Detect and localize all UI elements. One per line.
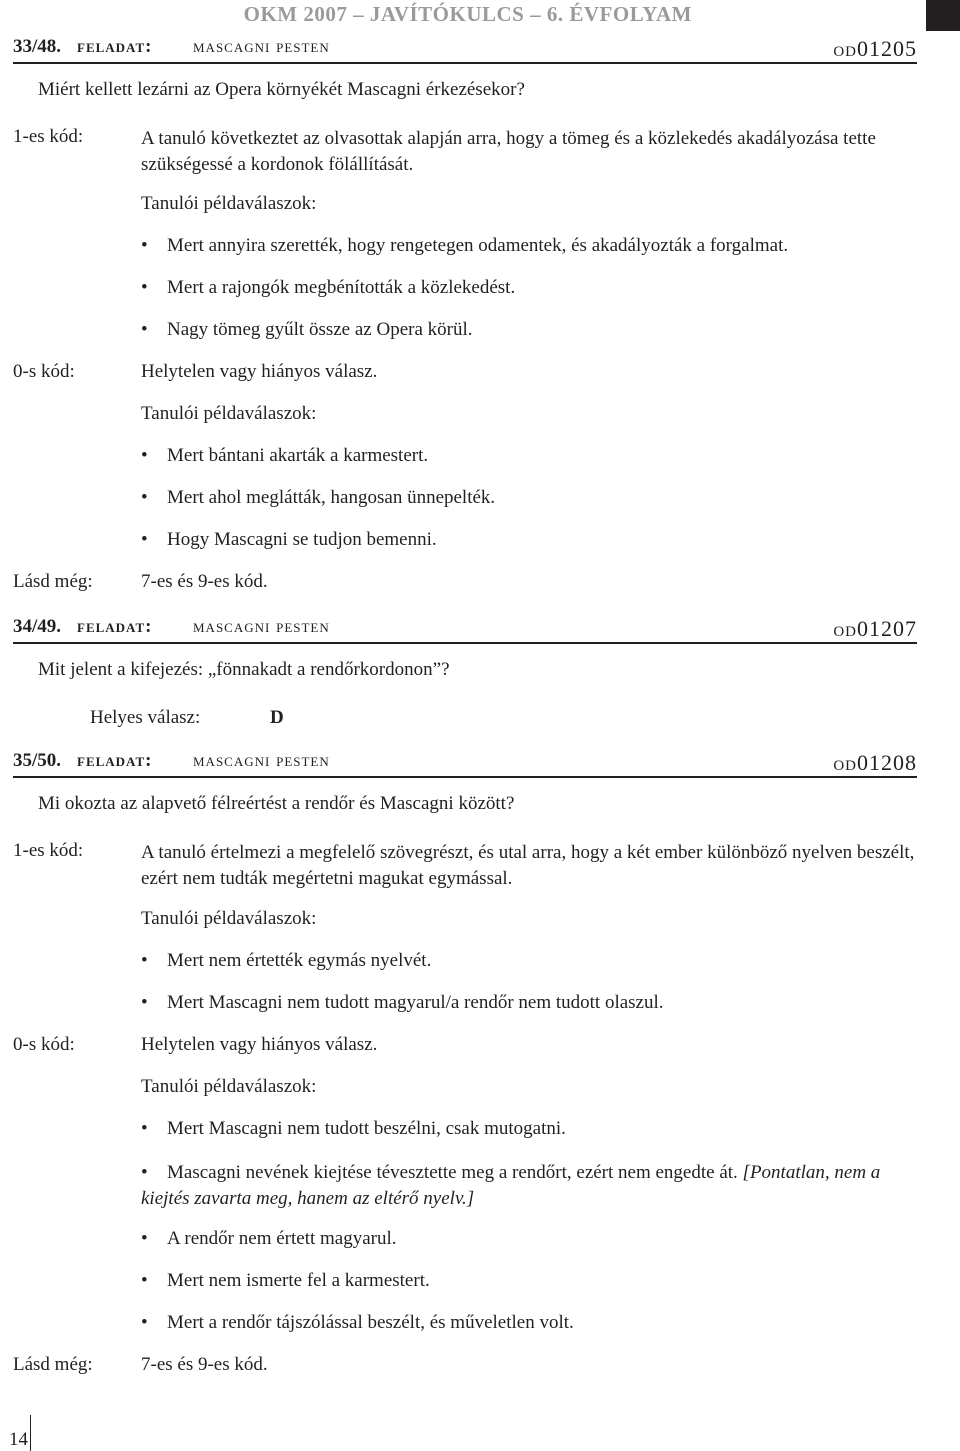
code-1-description: A tanuló következtet az olvasottak alapján arra, hogy a tömeg és a közlekedés akadályozása tette szükségessé a kordonok fölállítását. [141, 128, 876, 175]
task-header [13, 750, 917, 778]
task-code: od01205 [833, 36, 917, 61]
answer-value: D [270, 707, 284, 728]
code-1-label: 1-es kód: [13, 840, 84, 861]
list-item: • Mert Mascagni nem tudott magyarul/a rendőr nem tudott olaszul. [141, 992, 664, 1013]
task-number: 33/48. [13, 36, 62, 57]
task-topic: mascagni pesten [193, 616, 330, 637]
task-label: feladat: [77, 750, 153, 771]
answer-label: Helyes válasz: [90, 707, 201, 728]
examples-heading: Tanulói példaválaszok: [141, 908, 317, 929]
header-tab-marker [926, 0, 960, 31]
list-item: • Mert nem ismerte fel a karmestert. [141, 1270, 430, 1291]
list-item: • A rendőr nem értett magyarul. [141, 1228, 397, 1249]
code-0-label: 0-s kód: [13, 361, 75, 382]
see-also-text: 7-es és 9-es kód. [141, 1354, 268, 1375]
examples-note: [Pontatlan, nem a kiejtés zavarta meg, hanem az eltérő nyelv.] [141, 1162, 881, 1209]
task-topic: mascagni pesten [193, 36, 330, 57]
task-number: 35/50. [13, 750, 62, 771]
code-0-label: 0-s kód: [13, 1034, 75, 1055]
task-topic: mascagni pesten [193, 750, 330, 771]
task-header [13, 616, 917, 644]
task-code: od01208 [833, 750, 917, 775]
see-also-label: Lásd még: [13, 571, 93, 592]
task-question: Mi okozta az alapvető félreértést a rendőr és Mascagni között? [38, 793, 515, 814]
list-item: • Mert annyira szerették, hogy rengetegen odamentek, és akadályozták a forgalmat. [141, 235, 789, 256]
list-item: • Mert a rajongók megbénították a közlekedést. [141, 277, 516, 298]
list-item: • Mert a rendőr tájszólással beszélt, és műveletlen volt. [141, 1312, 574, 1333]
list-item: • Mert Mascagni nem tudott beszélni, csak mutogatni. [141, 1118, 566, 1139]
task-question: Miért kellett lezárni az Opera környékét Mascagni érkezésekor? [38, 79, 525, 100]
running-header: OKM 2007 – JAVÍTÓKULCS – 6. ÉVFOLYAM [243, 2, 692, 26]
list-item: • Mert ahol meglátták, hangosan ünnepelték. [141, 487, 496, 508]
examples-heading: Tanulói példaválaszok: [141, 193, 317, 214]
task-number: 34/49. [13, 616, 62, 637]
code-0-description: Helytelen vagy hiányos válasz. [141, 1034, 378, 1055]
task-label: feladat: [77, 616, 153, 637]
page-number: 14 [9, 1429, 28, 1450]
task-code: od01207 [833, 616, 917, 641]
see-also-text: 7-es és 9-es kód. [141, 571, 268, 592]
list-item: • Hogy Mascagni se tudjon bemenni. [141, 529, 437, 550]
task-header [13, 36, 917, 64]
list-item: • Mascagni nevének kiejtése tévesztette meg a rendőrt, ezért nem engedte át. [Pontatlan, nem a kiejtés zavarta meg, hanem az eltérő nyelv.] [141, 1162, 881, 1209]
examples-heading: Tanulói példaválaszok: [141, 1076, 317, 1097]
page-number-rule [30, 1415, 31, 1451]
examples-heading: Tanulói példaválaszok: [141, 403, 317, 424]
see-also-label: Lásd még: [13, 1354, 93, 1375]
code-0-description: Helytelen vagy hiányos válasz. [141, 361, 378, 382]
code-1-label: 1-es kód: [13, 126, 84, 147]
list-item: • Mert nem értették egymás nyelvét. [141, 950, 432, 971]
task-label: feladat: [77, 36, 153, 57]
list-item: • Nagy tömeg gyűlt össze az Opera körül. [141, 319, 473, 340]
task-question: Mit jelent a kifejezés: „fönnakadt a rendőrkordonon”? [38, 659, 450, 680]
code-1-description: A tanuló értelmezi a megfelelő szövegrészt, és utal arra, hogy a két ember különböző nyelven beszélt, ezért nem tudták megértetni magukat egymással. [141, 842, 915, 889]
list-item: • Mert bántani akarták a karmestert. [141, 445, 429, 466]
